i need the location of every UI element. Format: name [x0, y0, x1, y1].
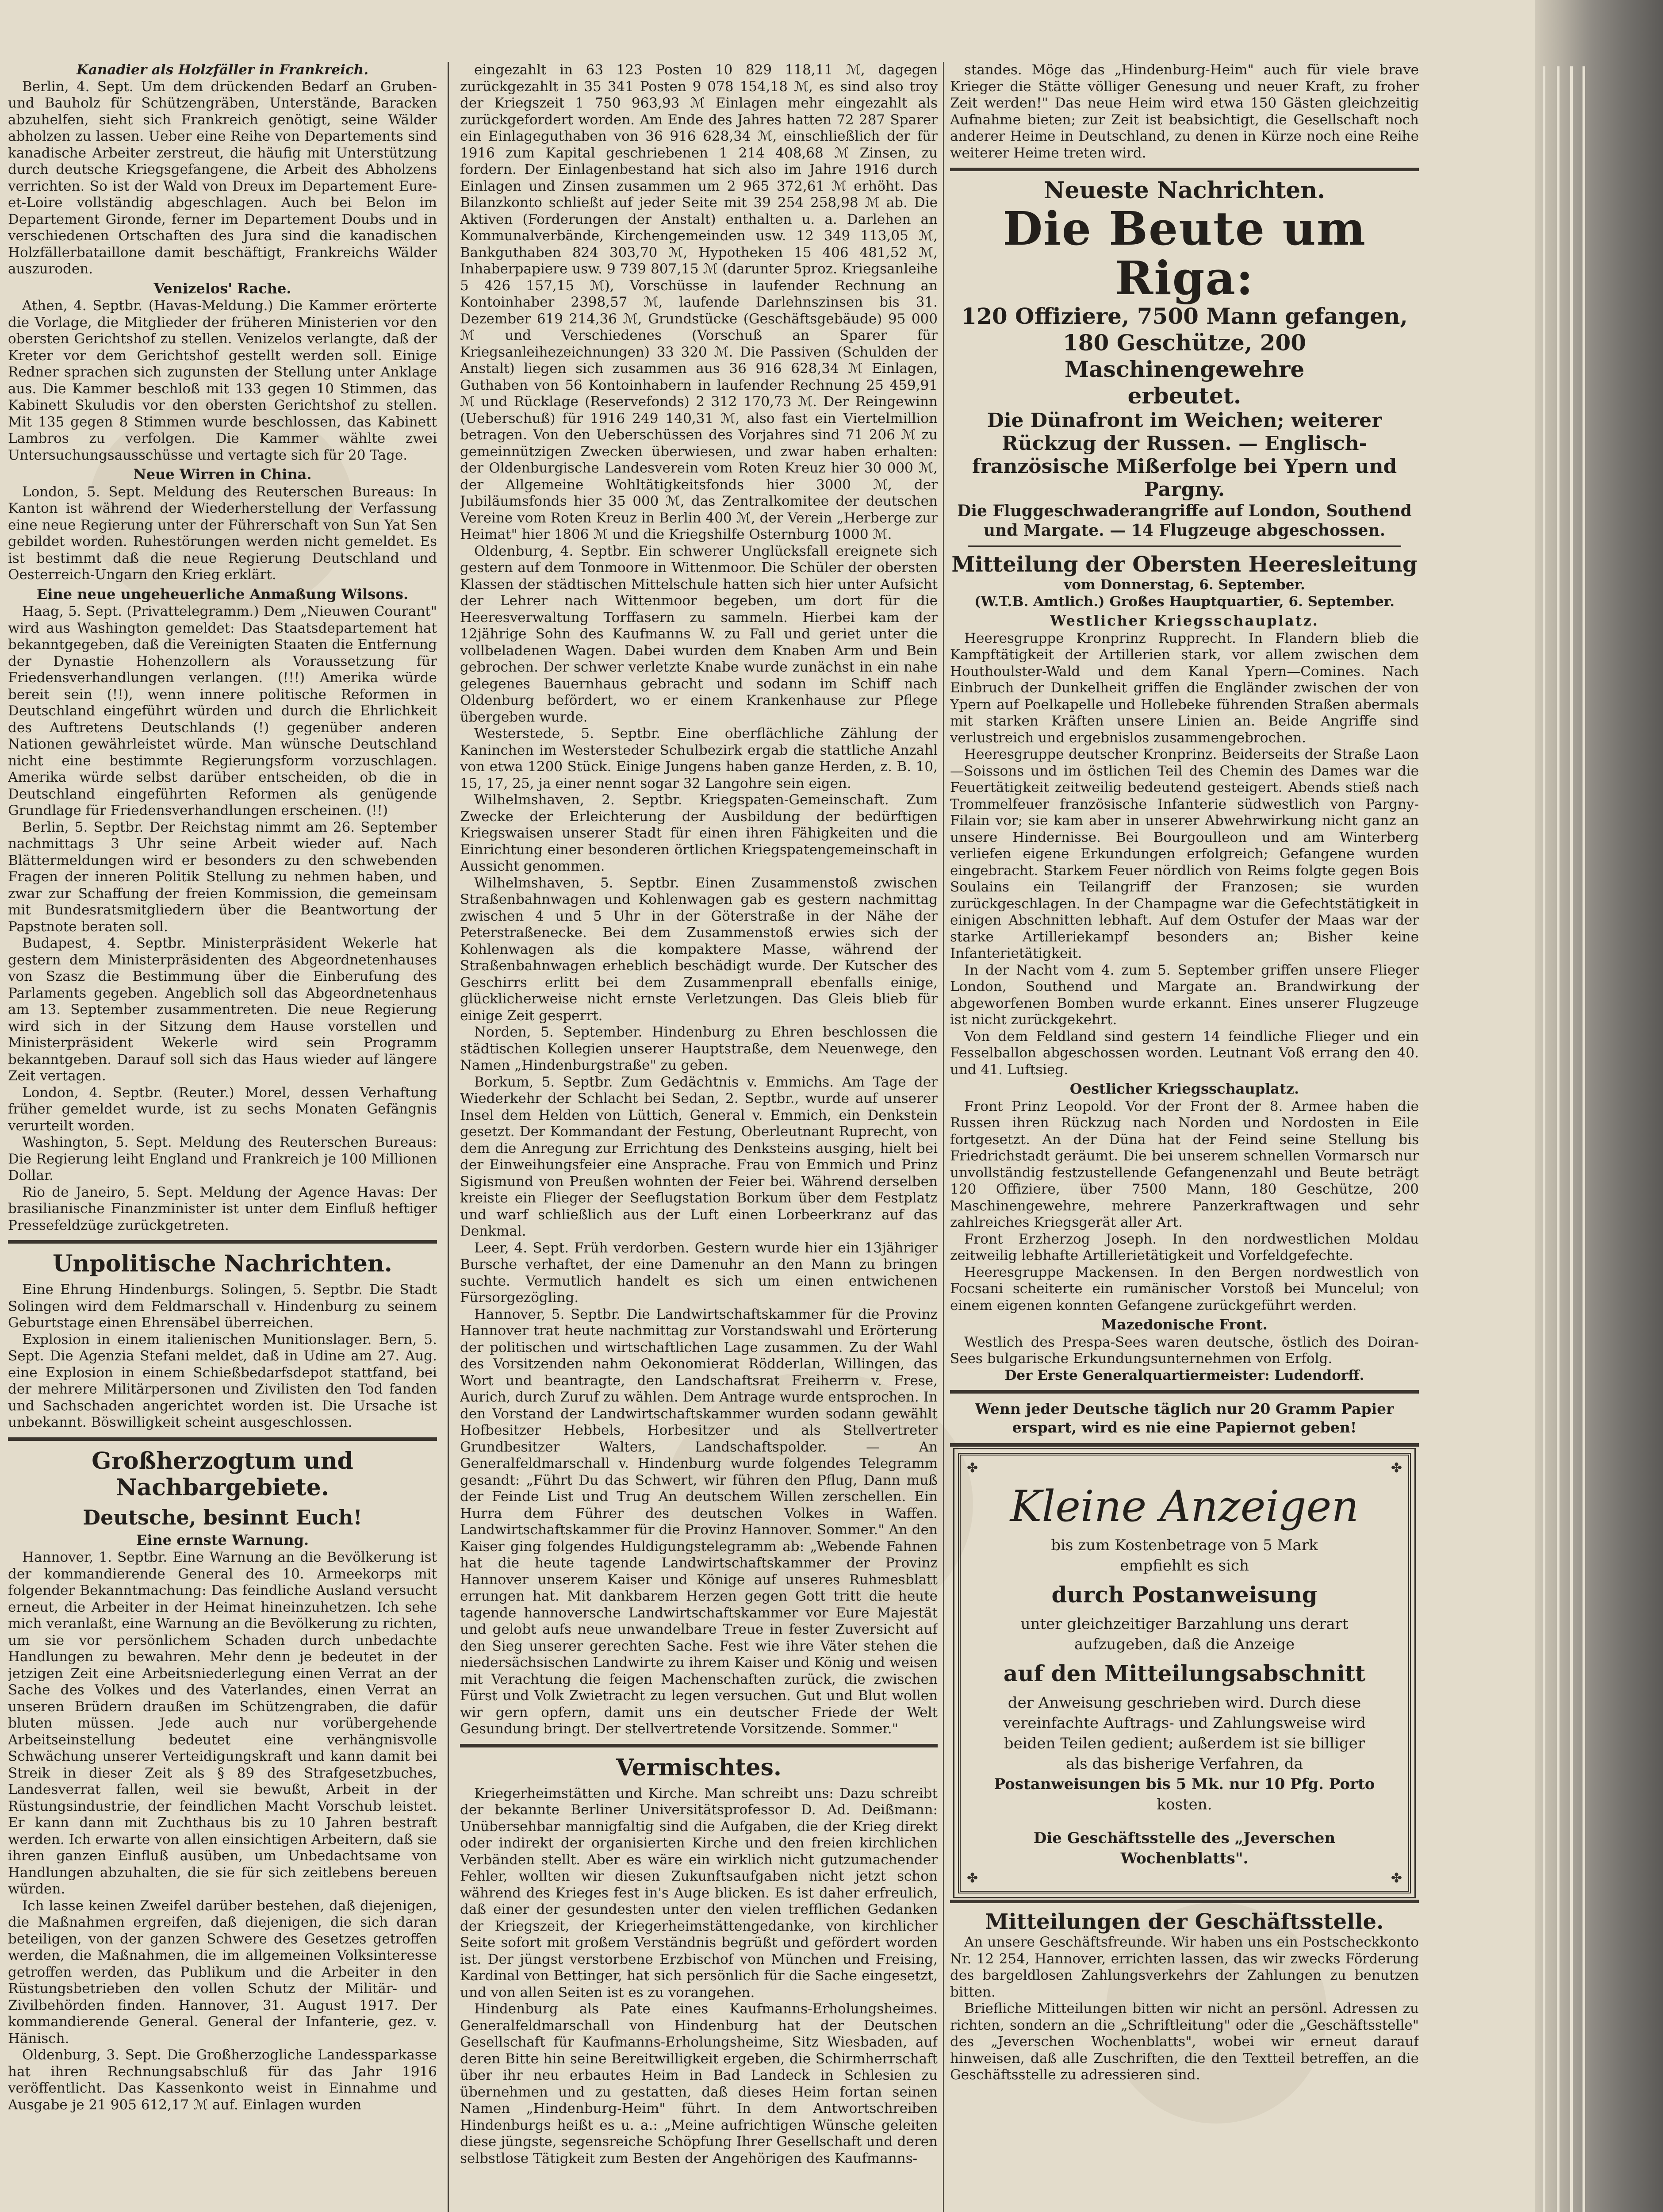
article-paragraph: Kriegerheimstätten und Kirche. Man schreibt uns: Dazu schreibt der bekannte Berliner Universitätsprofessor D. Ad. Deißmann: Unübersehbar mannigfaltig sind die Aufgaben, die der Krieg direkt oder indirekt der organisierten Kirche und den freien kirchlichen Verbänden stellt. Aber es wäre ein wirklich nicht gutzumachender Fehler, wollten wir diesen Zukunftsaufgaben nicht jetzt schon während des Krieges fest in's Auge blicken. Es ist daher erfreulich, daß einer der gesundesten unter den vielen trefflichen Gedanken der Kriegszeit, der Kriegerheimstättengedanke, von kirchlicher Seite sofort mit großem Verständnis begrüßt und gefördert worden ist. Der jüngst verstorbene Erzbischof von München und Freising, Kardinal von Bettinger, hat sich persönlich für die Sache eingesetzt, und von allen Seiten ist es zu vorangehen.	[460, 1785, 938, 2001]
ornament-icon: ✤	[967, 1460, 978, 1476]
latest-news-line: 120 Offiziere, 7500 Mann gefangen,	[961, 303, 1408, 329]
page-edge-line	[1543, 66, 1545, 2212]
section-title: Großherzogtum und Nachbargebiete.	[92, 1447, 353, 1501]
western-front-heading: Westlicher Kriegsschauplatz.	[1050, 612, 1319, 629]
latest-news-line: 180 Geschütze, 200 Maschinengewehre	[1062, 330, 1307, 382]
article-heading: Oestlicher Kriegsschauplatz.	[1069, 1080, 1299, 1097]
article-paragraph: Wilhelmshaven, 2. Septbr. Kriegspaten-Gemeinschaft. Zum Zwecke der Erleichterung der Ausbildung der bedürftigen Kriegswaisen unserer Stadt für einen ihren Fähigkeiten und die Einrichtung einer besonderen örtlichen Kriegspatengemeinschaft in Aussicht genommen.	[460, 792, 938, 874]
office-notice: Briefliche Mitteilungen bitten wir nicht an persönl. Adressen zu richten, sondern an die „Schriftleitung" oder die „Geschäftsstelle" des „Jeverschen Wochenblatts", wobei wir erneut darauf hinweisen, daß alle Zuschriften, die den Textteil betreffen, an die Geschäftsstelle zu adressieren sind.	[950, 2001, 1419, 2083]
article-paragraph: Hannover, 5. Septbr. Die Landwirtschaftskammer für die Provinz Hannover trat heute nachmittag zur Vorstandswahl und Erörterung der politischen und wirtschaftlichen Lage zusammen. Zu der Wahl des Vorsitzenden nahm Oekonomierat Rödderlan, Willingen, das Wort und beantragte, den Landschaftsrat Freiherrn v. Frese, Aurich, durch Zuruf zu wählen. Dem Antrage wurde entsprochen. In den Vorstand der Landwirtschaftskammer wurden sodann gewählt Hofbesitzer Hebbels, Horbesitzer und als Stellvertreter Grundbesitzer Walters, Landschaftspolder. — An Generalfeldmarschall v. Hindenburg wurde folgendes Telegramm gesandt: „Führt Du das Schwert, wir führen den Pflug, Dann muß der Feinde List und Trug An deutschem Willen zerschellen. Ein Hurra dem Führer des deutschen Volkes in Waffen. Landwirtschaftskammer für die Provinz Hannover. Sommer." An den Kaiser ging folgendes Huldigungstelegramm ab: „Webende Fahnen hat die heute tagende Landwirtschaftskammer der Provinz Hannover unserem Kaiser und Könige auf unseres Ruhmesblatt errungen hat. Mit dankbarem Herzen gegen Gott tritt die heute tagende hannoversche Landwirtschaftskammer vor Eure Majestät und gelobt aufs neue unwandelbare Treue in fester Zuversicht auf den Sieg unserer gerechten Sache. Fest wie ihre Väter stehen die niedersächsischen Landwirte zu ihrem Kaiser und König und weisen mit Verachtung die feigen Machenschaften zurück, die zwischen Fürst und Volk Zwietracht zu legen versuchen. Gut und Blut wollen wir gern opfern, damit uns ein deutscher Friede der Welt Gesundung bringt. Der stellvertretende Vorsitzende. Sommer."	[460, 1306, 938, 1737]
paper-saving-notice: Wenn jeder Deutsche täglich nur 20 Gramm Papier erspart, wird es nie eine Papiernot geben!	[975, 1400, 1394, 1436]
article-heading: Eine neue ungeheuerliche Anmaßung Wilsons.	[36, 585, 409, 603]
article-paragraph: eingezahlt in 63 123 Posten 10 829 118,11 ℳ, dagegen zurückgezahlt in 35 341 Posten 9 078 154,18 ℳ, es sind also troy der Kriegszeit 1 750 963,93 ℳ Einlagen mehr eingezahlt als zurückgefordert worden. Am Ende des Jahres hatten 72 287 Sparer ein Einlageguthaben von 36 916 628,34 ℳ, einschließlich der für 1916 zum Kapital geschriebenen 1 214 408,68 ℳ Zinsen, zu fordern. Der Einlagenbestand hat sich also im Jahre 1916 durch Einlagen und Zinsen zusammen um 2 965 372,61 ℳ erhöht. Das Bilanzkonto schließt auf jeder Seite mit 39 254 258,98 ℳ ab. Die Aktiven (Forderungen der Anstalt) enthalten u. a. Darlehen an Kommunalverbände, Kirchengemeinden usw. 12 349 113,05 ℳ, Bankguthaben 824 303,70 ℳ, Hypotheken 15 406 481,52 ℳ, Inhaberpapiere usw. 9 739 807,15 ℳ (darunter 5proz. Kriegsanleihe 5 426 157,15 ℳ), Vorschüsse in laufender Rechnung an Kontoinhaber 2398,57 ℳ, laufende Darlehnszinsen bis 31. Dezember 619 214,36 ℳ, Grundstücke (Geschäftsgebäude) 95 000 ℳ und Verschiedenes (Vorschuß an Sparer für Kriegsanleihezeichnungen) 33 320 ℳ. Die Passiven (Schulden der Anstalt) liegen sich zusammen aus 36 916 628,34 ℳ Einlagen, Guthaben von 56 Kontoinhabern in laufender Rechnung 25 459,91 ℳ und Rücklage (Reservefonds) 2 312 170,73 ℳ. Der Reingewinn (Ueberschuß) für 1916 249 140,31 ℳ, also fast ein Viertelmillion betragen. Von den Ueberschüssen des Vorjahres sind 71 206 ℳ zu gemeinnützigen Zwecken überwiesen, und zwar haben erhalten: der Oldenburgische Landesverein vom Roten Kreuz hier 30 000 ℳ, der Allgemeine Wohltätigkeitsfonds hier 3000 ℳ, der Jubiläumsfonds hier 35 000 ℳ, das Zentralkomitee der deutschen Vereine vom Roten Kreuz in Berlin 400 ℳ, der Verein „Herberge zur Heimat" hier 1806 ℳ und die Kriegshilfe Osternburg 1000 ℳ.	[460, 62, 938, 542]
article-heading: Eine ernste Warnung.	[136, 1531, 309, 1548]
report-signature: Der Erste Generalquartiermeister: Ludendorff.	[1004, 1367, 1364, 1383]
office-notices-title: Mitteilungen der Geschäftsstelle.	[985, 1909, 1384, 1934]
article-paragraph: London, 4. Septbr. (Reuter.) Morel, dessen Verhaftung früher gemeldet wurde, ist zu sechs Monaten Gefängnis verurteilt worden.	[8, 1084, 437, 1134]
section-divider	[950, 1443, 1419, 1447]
section-title: Vermischtes.	[616, 1754, 782, 1781]
section-divider	[950, 168, 1419, 171]
ad-line: bis zum Kostenbetrage von 5 Mark	[1051, 1536, 1318, 1554]
article-paragraph: Hannover, 1. Septbr. Eine Warnung an die Bevölkerung ist der kommandierende General des 10. Armeekorps mit folgender Bekanntmachung: Das feindliche Ausland versucht erneut, die Arbeiter in der Heimat hineinzuhetzen. Ich sehe mich veranlaßt, eine Warnung an die Bevölkerung zu richten, um sie vor persönlichem Schaden durch unbedachte Handlungen zu bewahren. Mehr denn je bedeutet in der jetzigen Zeit eine Arbeitsniederlegung einen Verrat an der Sache des Volkes und des Vaterlandes, einen Verrat an unseren Brüdern draußen im Schützengraben, die dafür bluten müssen. Jede auch nur vorübergehende Arbeitseinstellung bedeutet eine verhängnisvolle Schwächung unserer Verteidigungskraft und kann damit bei Streik in dieser Zeit als § 89 des Strafgesetzbuches, Landesverrat fallen, weil sie bewußt, Arbeit in der Rüstungsindustrie, der feindlichen Macht Vorschub leistet. Er kann dann mit Zuchthaus bis zu 10 Jahren bestraft werden. Ich erwarte von allen einsichtigen Arbeitern, daß sie ihren ganzen Einfluß ausüben, um Unbedachtsame von Handlungen abzuhalten, die sie für sich zeitlebens bereuen würden.	[8, 1549, 437, 1897]
latest-news-line: Die Fluggeschwaderangriffe auf London, Southend und Margate. — 14 Flugzeuge abgeschossen.	[957, 502, 1412, 540]
ad-emphasis: durch Postanweisung	[1051, 1582, 1318, 1608]
article-paragraph: Haag, 5. Sept. (Privattelegramm.) Dem „Nieuwen Courant" wird aus Washington gemeldet: Das Staatsdepartement hat bekanntgegeben, daß die Vereinigten Staaten die Entfernung der Dynastie Hohenzollern als Voraussetzung für Friedensverhandlungen verlangen. (!!!) Amerika würde bereit sein (!!), wenn innere politische Reformen in Deutschland eingeführt würden und durch die Ehrlichkeit des Auftretens Deutschlands (!) gegenüber anderen Nationen gewährleistet würde. Man wünsche Deutschland nicht eine bestimmte Regierungsform vorzuschlagen. Amerika würde selbst darüber entscheiden, ob die in Deutschland eingeführten Reformen als genügende Grundlage für Friedensverhandlungen erscheinen. (!!)	[8, 603, 437, 818]
article-paragraph: Berlin, 4. Sept. Um dem drückenden Bedarf an Gruben- und Bauholz für Schützengräben, Unterstände, Baracken abzuhelfen, sieht sich Frankreich genötigt, seine Wälder abholzen zu lassen. Ueber eine Reihe von Departements sind kanadische Arbeiter zerstreut, die häufig mit Unterstützung durch deutsche Kriegsgefangene, die Arbeit des Abholzens verrichten. So ist der Wald von Dreux im Departement Eure-et-Loire vollständig abgeschlagen. Auch bei Belon im Departement Gironde, ferner im Departement Doubs und in verschiedenen Ortschaften des Jura sind die kanadischen Holzfällerbataillone damit beschäftigt, Frankreichs Wälder auszuroden.	[8, 78, 437, 277]
ad-footer: Die Geschäftsstelle des „Jeverschen Wochenblatts".	[1033, 1829, 1336, 1867]
article-paragraph: Washington, 5. Sept. Meldung des Reuterschen Bureaus: Die Regierung leiht England und Frankreich je 100 Millionen Dollar.	[8, 1134, 437, 1183]
column-rule	[448, 62, 449, 2212]
ad-title: Kleine Anzeigen	[1010, 1482, 1359, 1531]
article-paragraph: Westlich des Prespa-Sees waren deutsche, östlich des Doiran-Sees bulgarische Erkundungsunternehmen von Erfolg.	[950, 1334, 1419, 1367]
office-notice: An unsere Geschäftsfreunde. Wir haben uns ein Postscheckkonto Nr. 12 254, Hannover, errichten lassen, das wir zwecks Förderung des bargeldlosen Zahlungsverkehrs der Zahlungen zu benutzen bitten.	[950, 1934, 1419, 2000]
article-continuation: standes. Möge das „Hindenburg-Heim" auch für viele brave Krieger die Stätte völliger Genesung und neuer Kraft, zu froher Zeit werden!" Das neue Heim wird etwa 150 Gästen gleichzeitig Aufnahme bieten; zur Zeit ist beabsichtigt, die Gesellschaft noch anderer Heime in Deutschland, zu denen in Kürze noch eine Reihe weiterer Heime treten wird.	[950, 62, 1419, 161]
article-paragraph: In der Nacht vom 4. zum 5. September griffen unsere Flieger London, Southend und Margate an. Brandwirkung der abgeworfenen Bomben wurde erkannt. Eines unserer Flugzeuge ist nicht zurückgekehrt.	[950, 962, 1419, 1028]
article-paragraph: Front Erzherzog Joseph. In den nordwestlichen Moldau zeitweilig lebhafte Artillerietätigkeit und Vorfeldgefechte.	[950, 1231, 1419, 1263]
ornament-icon: ✤	[1391, 1870, 1402, 1886]
section-divider	[8, 1240, 437, 1244]
latest-news-line: erbeutet.	[1127, 383, 1242, 409]
article-paragraph: Hindenburg als Pate eines Kaufmanns-Erholungsheimes. Generalfeldmarschall von Hindenburg hat der Deutschen Gesellschaft für Kaufmanns-Erholungsheime, Sitz Wiesbaden, auf deren Bitte hin seine Bereitwilligkeit ergeben, die Schirmherrschaft über ihr neu erbautes Heim in Bad Landeck in Schlesien zu übernehmen und zu gestatten, daß dieses Heim fortan seinen Namen „Hindenburg-Heim" führt. In dem Antwortschreiben Hindenburgs heißt es u. a.: „Meine aufrichtigen Wünsche geleiten diese jüngste, segensreiche Schöpfung Ihrer Gesellschaft und deren selbstlose Tätigkeit zum Besten der Angehörigen des Kaufmanns-	[460, 2001, 938, 2166]
ad-line: der Anweisung geschrieben wird. Durch diese vereinfachte Auftrags- und Zahlungsweise wird beiden Teilen gedient; außerdem ist sie billiger als das bisherige Verfahren, da	[1003, 1694, 1366, 1773]
page-edge-line	[1557, 66, 1560, 2212]
article-paragraph: Athen, 4. Septbr. (Havas-Meldung.) Die Kammer erörterte die Vorlage, die Mitglieder der früheren Ministerien vor den obersten Gerichtshof zu stellen. Venizelos verlangte, daß der Kreter vor dem Gerichtshof gestellt werden soll. Einige Redner sprachen sich zugunsten der Stellung unter Anklage aus. Die Kammer beschloß mit 133 gegen 10 Stimmen, das Kabinett Skuludis vor den obersten Gerichtshof zu stellen. Mit 135 gegen 8 Stimmen wurde beschlossen, das Kabinett Lambros zu verfolgen. Die Kammer wählte zwei Untersuchungsausschüsse und vertagte sich für 20 Tage.	[8, 298, 437, 463]
ad-line: Postanweisungen bis 5 Mk. nur 10 Pfg. Porto	[994, 1775, 1375, 1793]
section-divider	[950, 1900, 1419, 1903]
latest-news-headline: Die Beute um Riga:	[1003, 201, 1366, 305]
article-paragraph: Front Prinz Leopold. Vor der Front der 8. Armee haben die Russen ihren Rückzug nach Norden und Nordosten in Eile fortgesetzt. An der Düna hat der Feind seine Stellung bis Friedrichstadt geräumt. Die bei unserem schnellen Vormarsch nur unvollständig festzustellende Gefangenenzahl und Beute beträgt 120 Offiziere, über 7500 Mann, 180 Geschütze, 200 Maschinengewehre, mehrere Panzerkraftwagen und sehr zahlreiches Kriegsgerät aller Art.	[950, 1098, 1419, 1230]
ornament-icon: ✤	[967, 1870, 978, 1886]
column-left	[8, 62, 437, 2212]
divider	[968, 545, 1401, 547]
article-paragraph: Budapest, 4. Septbr. Ministerpräsident Wekerle hat gestern dem Ministerpräsidenten des Abgeordnetenhauses von Szasz die Bestimmung über die Einberufung des Parlaments gegeben. Angeblich soll das Abgeordnetenhaus am 13. September zusammentreten. Die neue Regierung wird sich in der Sitzung dem Hause vorstellen und Ministerpräsident Wekerle wird sein Programm bekanntgeben. Darauf soll sich das Haus wieder auf längere Zeit vertagen.	[8, 935, 437, 1084]
article-heading: Venizelos' Rache.	[153, 280, 291, 297]
ad-line: empfiehlt es sich	[1120, 1557, 1249, 1575]
article-paragraph: Westerstede, 5. Septbr. Eine oberflächliche Zählung der Kaninchen im Westersteder Schulbezirk ergab die stattliche Anzahl von etwa 1200 Stück. Einige Jungens haben ganze Herden, z. B. 10, 15, 17, 25, ja einer nennt sogar 32 Langohre sein eigen.	[460, 726, 938, 791]
section-title: Unpolitische Nachrichten.	[53, 1250, 392, 1277]
article-paragraph: Borkum, 5. Septbr. Zum Gedächtnis v. Emmichs. Am Tage der Wiederkehr der Schlacht bei Sedan, 2. Septbr., wurde auf unserer Insel dem Helden von Lüttich, General v. Emmich, ein Denkstein gesetzt. Der Kommandant der Festung, Oberleutnant Ruprecht, von dem die Anregung zur Errichtung des Denksteins ausging, hielt bei der Einweihungsfeier eine Ansprache. Frau von Emmich und Prinz Sigismund von Preußen wohnten der Feier bei. Während derselben kreiste ein Flieger der Seeflugstation Borkum über dem Festplatz und warf schließlich aus der Luft einen Lorbeerkranz auf das Denkmal.	[460, 1074, 938, 1239]
page-edge-line	[1583, 66, 1585, 2212]
article-paragraph: Leer, 4. Sept. Früh verdorben. Gestern wurde hier ein 13jähriger Bursche verhaftet, der eine Damenuhr an den Mann zu bringen suchte. Vermutlich handelt es sich um einen entwichenen Fürsorgezögling.	[460, 1240, 938, 1306]
page-edge-line	[1570, 66, 1573, 2212]
article-paragraph: Heeresgruppe Mackensen. In den Bergen nordwestlich von Focsani scheiterte ein rumänischer Vorstoß bei Muncelul; von einem eigenen konnten Gefangene zurückgeführt werden.	[950, 1264, 1419, 1313]
article-heading: Neue Wirren in China.	[133, 466, 312, 483]
classified-ads-box	[958, 1453, 1411, 1893]
article-paragraph: Von dem Feldland sind gestern 14 feindliche Flieger und ein Fesselballon abgeschossen worden. Leutnant Voß errang den 40. und 41. Luftsieg.	[950, 1028, 1419, 1078]
column-rule	[943, 62, 944, 2212]
section-divider	[8, 1437, 437, 1441]
article-heading: Mazedonische Front.	[1101, 1316, 1268, 1333]
ornament-icon: ✤	[1391, 1460, 1402, 1476]
army-report-title: Mitteilung der Obersten Heeresleitung	[951, 552, 1418, 577]
ad-emphasis: auf den Mitteilungsabschnitt	[1003, 1660, 1366, 1686]
ad-line: kosten.	[1157, 1796, 1212, 1813]
article-paragraph: Norden, 5. September. Hindenburg zu Ehren beschlossen die städtischen Kollegien unserer Hauptstraße, dem Neuenwege, den Namen „Hindenburgstraße" zu geben.	[460, 1024, 938, 1073]
article-paragraph: Oldenburg, 4. Septbr. Ein schwerer Unglücksfall ereignete sich gestern auf dem Tonmoore in Wittenmoor. Die Schüler der obersten Klassen der städtischen Mittelschule hatten sich hier unter Aufsicht der Lehrer nach Wittenmoor begeben, um dort für die Heeresverwaltung Torffasern zu sammeln. Hierbei kam der 12jährige Sohn des Kaufmanns W. zu Fall und geriet unter die vollbeladenen Wagen. Dabei wurden dem Knaben Arm und Bein gebrochen. Der schwer verletzte Knabe wurde zunächst in ein nahe gelegenes Bauernhaus gebracht und sodann im Schiff nach Oldenburg befördert, wo er einem Krankenhause zur Pflege übergeben wurde.	[460, 543, 938, 725]
latest-news-kicker: Neueste Nachrichten.	[1043, 177, 1326, 204]
article-paragraph: Oldenburg, 3. Sept. Die Großherzogliche Landessparkasse hat ihren Rechnungsabschluß für das Jahr 1916 veröffentlicht. Das Kassenkonto weist in Einnahme und Ausgabe je 21 905 612,17 ℳ auf. Einlagen wurden	[8, 2047, 437, 2113]
article-paragraph: Rio de Janeiro, 5. Sept. Meldung der Agence Havas: Der brasilianische Finanzminister ist unter dem Einfluß heftiger Pressefeldzüge zurückgetreten.	[8, 1184, 437, 1233]
section-subtitle: Deutsche, besinnt Euch!	[83, 1505, 362, 1529]
army-report-source: (W.T.B. Amtlich.) Großes Hauptquartier, 6. September.	[974, 593, 1395, 610]
article-paragraph: Ich lasse keinen Zweifel darüber bestehen, daß diejenigen, die Maßnahmen ergreifen, daß diejenigen, die sich daran beteiligen, von der ganzen Schwere des Gesetzes getroffen werden, die Maßnahmen, die im allgemeinen Volksinteresse getroffen werden, das Publikum und die Arbeiter in den Rüstungsbetrieben den vollen Schutz der Militär- und Zivilbehörden finden. Hannover, 31. August 1917. Der kommandierende General. General der Infanterie, gez. v. Hänisch.	[8, 1897, 437, 2047]
article-paragraph: Heeresgruppe Kronprinz Rupprecht. In Flandern blieb die Kampftätigkeit der Artillerien stark, vor allem zwischen dem Houthoulster-Wald und dem Kanal Ypern—Comines. Nach Einbruch der Dunkelheit griffen die Engländer zwischen der von Ypern auf Poelkapelle und Hollebeke führenden Straßen abermals mit starken Kräften unsere Linien an. Beide Angriffe sind verlustreich und ergebnislos zusammengebrochen.	[950, 630, 1419, 746]
section-divider	[950, 1390, 1419, 1394]
latest-news-box	[950, 177, 1419, 540]
army-report-body	[950, 630, 1419, 1384]
section-divider	[460, 1744, 938, 1747]
article-paragraph: London, 5. Sept. Meldung des Reuterschen Bureaus: In Kanton ist während der Wiederherstellung der Verfassung eine neue Regierung unter der Führerschaft von Sun Yat Sen gebildet worden. Ruhestörungen werden nicht gemeldet. Es ist bestimmt daß die neue Regierung Deutschland und Oesterreich-Ungarn den Krieg erklärt.	[8, 484, 437, 583]
page-edge	[1535, 0, 1663, 2212]
article-kicker: Kanadier als Holzfäller in Frankreich.	[76, 62, 369, 78]
latest-news-line: Die Dünafront im Weichen; weiterer Rückzug der Russen. — Englisch-französische Mißerfolge bei Ypern und Pargny.	[972, 409, 1397, 501]
article-paragraph: Wilhelmshaven, 5. Septbr. Einen Zusammenstoß zwischen Straßenbahnwagen und Kohlenwagen gab es gestern nachmittag zwischen 4 und 5 Uhr in der Göterstraße in der Nähe der Peterstraßenecke. Bei dem Zusammenstoß erwies sich der Kohlenwagen als die kompaktere Masse, während der Straßenbahnwagen erheblich beschädigt wurde. Der Kutscher des Geschirrs erlitt bei dem Zusammenprall ebenfalls einige, glücklicherweise nicht ernste Verletzungen. Das Gleis blieb für einige Zeit gesperrt.	[460, 875, 938, 1024]
article-paragraph: Explosion in einem italienischen Munitionslager. Bern, 5. Sept. Die Agenzia Stefani meldet, daß in Udine am 27. Aug. eine Explosion in einem Schießbedarfsdepot stattfand, bei der mehrere Militärpersonen und Zivilisten den Tod fanden und Sachschaden angerichtet worden ist. Die Ursache ist unbekannt. Böswilligkeit scheint ausgeschlossen.	[8, 1331, 437, 1430]
article-paragraph: Heeresgruppe deutscher Kronprinz. Beiderseits der Straße Laon—Soissons und im östlichen Teil des Chemin des Dames war die Feuertätigkeit zeitweilig bedeutend gesteigert. Abends stieß nach Trommelfeuer französische Infanterie südwestlich von Pargny-Filain vor; sie kam aber in unserer Abwehrwirkung nicht ganz an unsere Hindernisse. Bei Bourgoulleon und am Winterberg verliefen eigene Erkundungen erfolgreich; Gefangene wurden eingebracht. Starkem Feuer nördlich von Reims folgte gegen Bois Soulains ein Teilangriff der Franzosen; sie wurden zurückgeschlagen. In der Champagne war die Gefechtstätigkeit in einigen Abschnitten lebhaft. Auf dem Ostufer der Maas war der starke Artilleriekampf besonders an; Bisher keine Infanterietätigkeit.	[950, 746, 1419, 961]
column-middle	[460, 62, 938, 2212]
ad-line: unter gleichzeitiger Barzahlung uns derart aufzugeben, daß die Anzeige	[1020, 1615, 1349, 1653]
column-right	[950, 62, 1419, 2212]
article-paragraph: Berlin, 5. Septbr. Der Reichstag nimmt am 26. September nachmittags 3 Uhr seine Arbeit wieder auf. Nach Blättermeldungen wird er besonders zu den schwebenden Fragen der inneren Politik Stellung zu nehmen haben, und zwar zur Schaffung der freien Kommission, die gemeinsam mit Bundesratsmitgliedern über die Beantwortung der Papstnote beraten soll.	[8, 819, 437, 935]
article-paragraph: Eine Ehrung Hindenburgs. Solingen, 5. Septbr. Die Stadt Solingen wird dem Feldmarschall v. Hindenburg zu seinem Geburtstage einen Ehrensäbel überreichen.	[8, 1282, 437, 1331]
army-report-date: vom Donnerstag, 6. September.	[1064, 577, 1305, 593]
